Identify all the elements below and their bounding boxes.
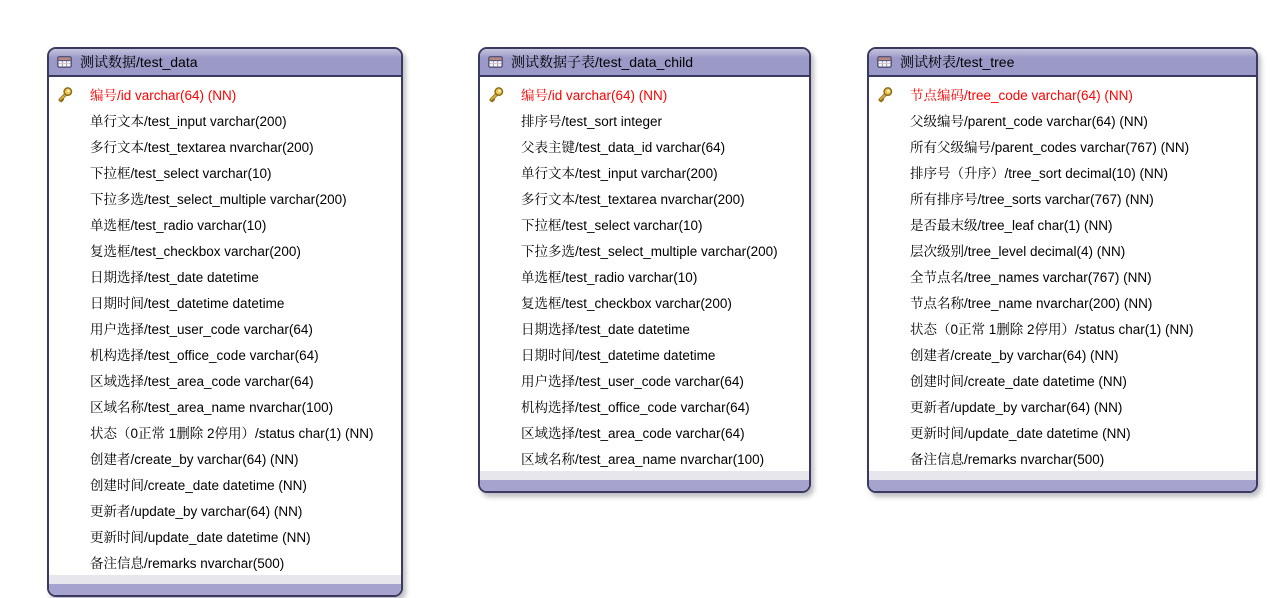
field-label: 下拉框/test_select varchar(10): [521, 218, 703, 233]
field-list: [869, 77, 1256, 471]
field-row[interactable]: [869, 419, 1256, 445]
field-label: 日期选择/test_date datetime: [90, 270, 259, 285]
field-row[interactable]: [480, 107, 809, 133]
field-row[interactable]: [49, 497, 401, 523]
field-row[interactable]: [869, 263, 1256, 289]
field-label: 区域选择/test_area_code varchar(64): [521, 426, 745, 441]
footer-accent-bar: [869, 480, 1256, 491]
field-row[interactable]: [869, 133, 1256, 159]
field-row[interactable]: [869, 237, 1256, 263]
field-row[interactable]: [49, 471, 401, 497]
field-row-primary-key[interactable]: [480, 81, 809, 107]
field-row[interactable]: [869, 159, 1256, 185]
field-label: 节点编码/tree_code varchar(64) (NN): [910, 88, 1133, 103]
field-label: 更新时间/update_date datetime (NN): [910, 426, 1131, 441]
field-label: 父表主键/test_data_id varchar(64): [521, 140, 726, 155]
table-footer: [49, 575, 401, 595]
field-row[interactable]: [49, 237, 401, 263]
field-row[interactable]: [49, 107, 401, 133]
field-label: 备注信息/remarks nvarchar(500): [910, 452, 1105, 467]
field-label: 所有排序号/tree_sorts varchar(767) (NN): [910, 192, 1154, 207]
field-label: 所有父级编号/parent_codes varchar(767) (NN): [910, 140, 1190, 155]
field-label: 是否最末级/tree_leaf char(1) (NN): [910, 218, 1113, 233]
field-row[interactable]: [869, 107, 1256, 133]
field-row[interactable]: [869, 289, 1256, 315]
field-row[interactable]: [49, 159, 401, 185]
field-label: 复选框/test_checkbox varchar(200): [90, 244, 301, 259]
field-label: 节点名称/tree_name nvarchar(200) (NN): [910, 296, 1153, 311]
field-label: 编号/id varchar(64) (NN): [521, 88, 668, 103]
primary-key-icon: [869, 86, 910, 103]
field-label: 机构选择/test_office_code varchar(64): [90, 348, 319, 363]
field-label: 日期时间/test_datetime datetime: [521, 348, 716, 363]
field-label: 创建者/create_by varchar(64) (NN): [910, 348, 1119, 363]
field-row[interactable]: [49, 263, 401, 289]
field-row[interactable]: [49, 289, 401, 315]
field-label: 多行文本/test_textarea nvarchar(200): [90, 140, 314, 155]
field-row[interactable]: [869, 367, 1256, 393]
table-header[interactable]: [480, 49, 809, 77]
field-label: 全节点名/tree_names varchar(767) (NN): [910, 270, 1152, 285]
field-label: 更新者/update_by varchar(64) (NN): [90, 504, 303, 519]
field-label: 机构选择/test_office_code varchar(64): [521, 400, 750, 415]
field-row[interactable]: [49, 393, 401, 419]
table-node-test_data[interactable]: [47, 47, 403, 597]
table-header[interactable]: [869, 49, 1256, 77]
field-list: [49, 77, 401, 575]
field-label: 层次级别/tree_level decimal(4) (NN): [910, 244, 1126, 259]
field-label: 创建时间/create_date datetime (NN): [910, 374, 1127, 389]
field-label: 单行文本/test_input varchar(200): [521, 166, 718, 181]
field-row[interactable]: [49, 445, 401, 471]
table-title: 测试树表/test_tree: [900, 54, 1015, 70]
field-row[interactable]: [869, 341, 1256, 367]
field-label: 区域名称/test_area_name nvarchar(100): [90, 400, 334, 415]
primary-key-icon: [480, 86, 521, 103]
field-label: 区域选择/test_area_code varchar(64): [90, 374, 314, 389]
field-label: 多行文本/test_textarea nvarchar(200): [521, 192, 745, 207]
field-label: 状态（0正常 1删除 2停用）/status char(1) (NN): [910, 322, 1194, 337]
field-row[interactable]: [869, 393, 1256, 419]
field-row[interactable]: [480, 185, 809, 211]
field-label: 下拉多选/test_select_multiple varchar(200): [521, 244, 778, 259]
field-row[interactable]: [49, 315, 401, 341]
field-row[interactable]: [480, 289, 809, 315]
field-row[interactable]: [49, 523, 401, 549]
footer-accent-bar: [480, 480, 809, 491]
field-row-primary-key[interactable]: [49, 81, 401, 107]
field-label: 复选框/test_checkbox varchar(200): [521, 296, 732, 311]
primary-key-icon: [49, 86, 90, 103]
field-label: 下拉多选/test_select_multiple varchar(200): [90, 192, 347, 207]
field-row[interactable]: [480, 133, 809, 159]
table-icon: [57, 56, 72, 68]
field-label: 更新者/update_by varchar(64) (NN): [910, 400, 1123, 415]
field-row[interactable]: [869, 211, 1256, 237]
field-label: 父级编号/parent_code varchar(64) (NN): [910, 114, 1148, 129]
field-label: 编号/id varchar(64) (NN): [90, 88, 237, 103]
field-row[interactable]: [49, 133, 401, 159]
table-footer: [480, 471, 809, 491]
field-row[interactable]: [480, 341, 809, 367]
table-node-test_data_child[interactable]: [478, 47, 811, 493]
field-label: 排序号/test_sort integer: [521, 114, 663, 129]
field-label: 排序号（升序）/tree_sort decimal(10) (NN): [910, 166, 1169, 181]
field-row[interactable]: [480, 393, 809, 419]
field-label: 创建时间/create_date datetime (NN): [90, 478, 307, 493]
field-row[interactable]: [49, 549, 401, 575]
field-label: 用户选择/test_user_code varchar(64): [521, 374, 744, 389]
field-row-primary-key[interactable]: [869, 81, 1256, 107]
field-row[interactable]: [480, 211, 809, 237]
field-row[interactable]: [480, 159, 809, 185]
field-row[interactable]: [480, 367, 809, 393]
field-row[interactable]: [869, 315, 1256, 341]
field-row[interactable]: [869, 185, 1256, 211]
field-row[interactable]: [49, 367, 401, 393]
field-row[interactable]: [869, 445, 1256, 471]
field-label: 备注信息/remarks nvarchar(500): [90, 556, 285, 571]
field-row[interactable]: [480, 237, 809, 263]
field-label: 创建者/create_by varchar(64) (NN): [90, 452, 299, 467]
table-header[interactable]: [49, 49, 401, 77]
table-icon: [877, 56, 892, 68]
field-list: [480, 77, 809, 471]
field-row[interactable]: [480, 419, 809, 445]
table-footer: [869, 471, 1256, 491]
field-row[interactable]: [49, 419, 401, 445]
field-label: 更新时间/update_date datetime (NN): [90, 530, 311, 545]
field-label: 下拉框/test_select varchar(10): [90, 166, 272, 181]
field-label: 单行文本/test_input varchar(200): [90, 114, 287, 129]
field-label: 单选框/test_radio varchar(10): [521, 270, 698, 285]
field-label: 用户选择/test_user_code varchar(64): [90, 322, 313, 337]
field-label: 状态（0正常 1删除 2停用）/status char(1) (NN): [90, 426, 374, 441]
table-icon: [488, 56, 503, 68]
field-row[interactable]: [480, 315, 809, 341]
table-node-test_tree[interactable]: [867, 47, 1258, 493]
field-row[interactable]: [480, 445, 809, 471]
field-label: 单选框/test_radio varchar(10): [90, 218, 267, 233]
field-label: 日期时间/test_datetime datetime: [90, 296, 285, 311]
footer-accent-bar: [49, 584, 401, 595]
table-title: 测试数据/test_data: [80, 54, 198, 70]
field-label: 日期选择/test_date datetime: [521, 322, 690, 337]
field-row[interactable]: [480, 263, 809, 289]
field-row[interactable]: [49, 211, 401, 237]
table-title: 测试数据子表/test_data_child: [511, 54, 694, 70]
field-row[interactable]: [49, 341, 401, 367]
field-label: 区域名称/test_area_name nvarchar(100): [521, 452, 765, 467]
field-row[interactable]: [49, 185, 401, 211]
